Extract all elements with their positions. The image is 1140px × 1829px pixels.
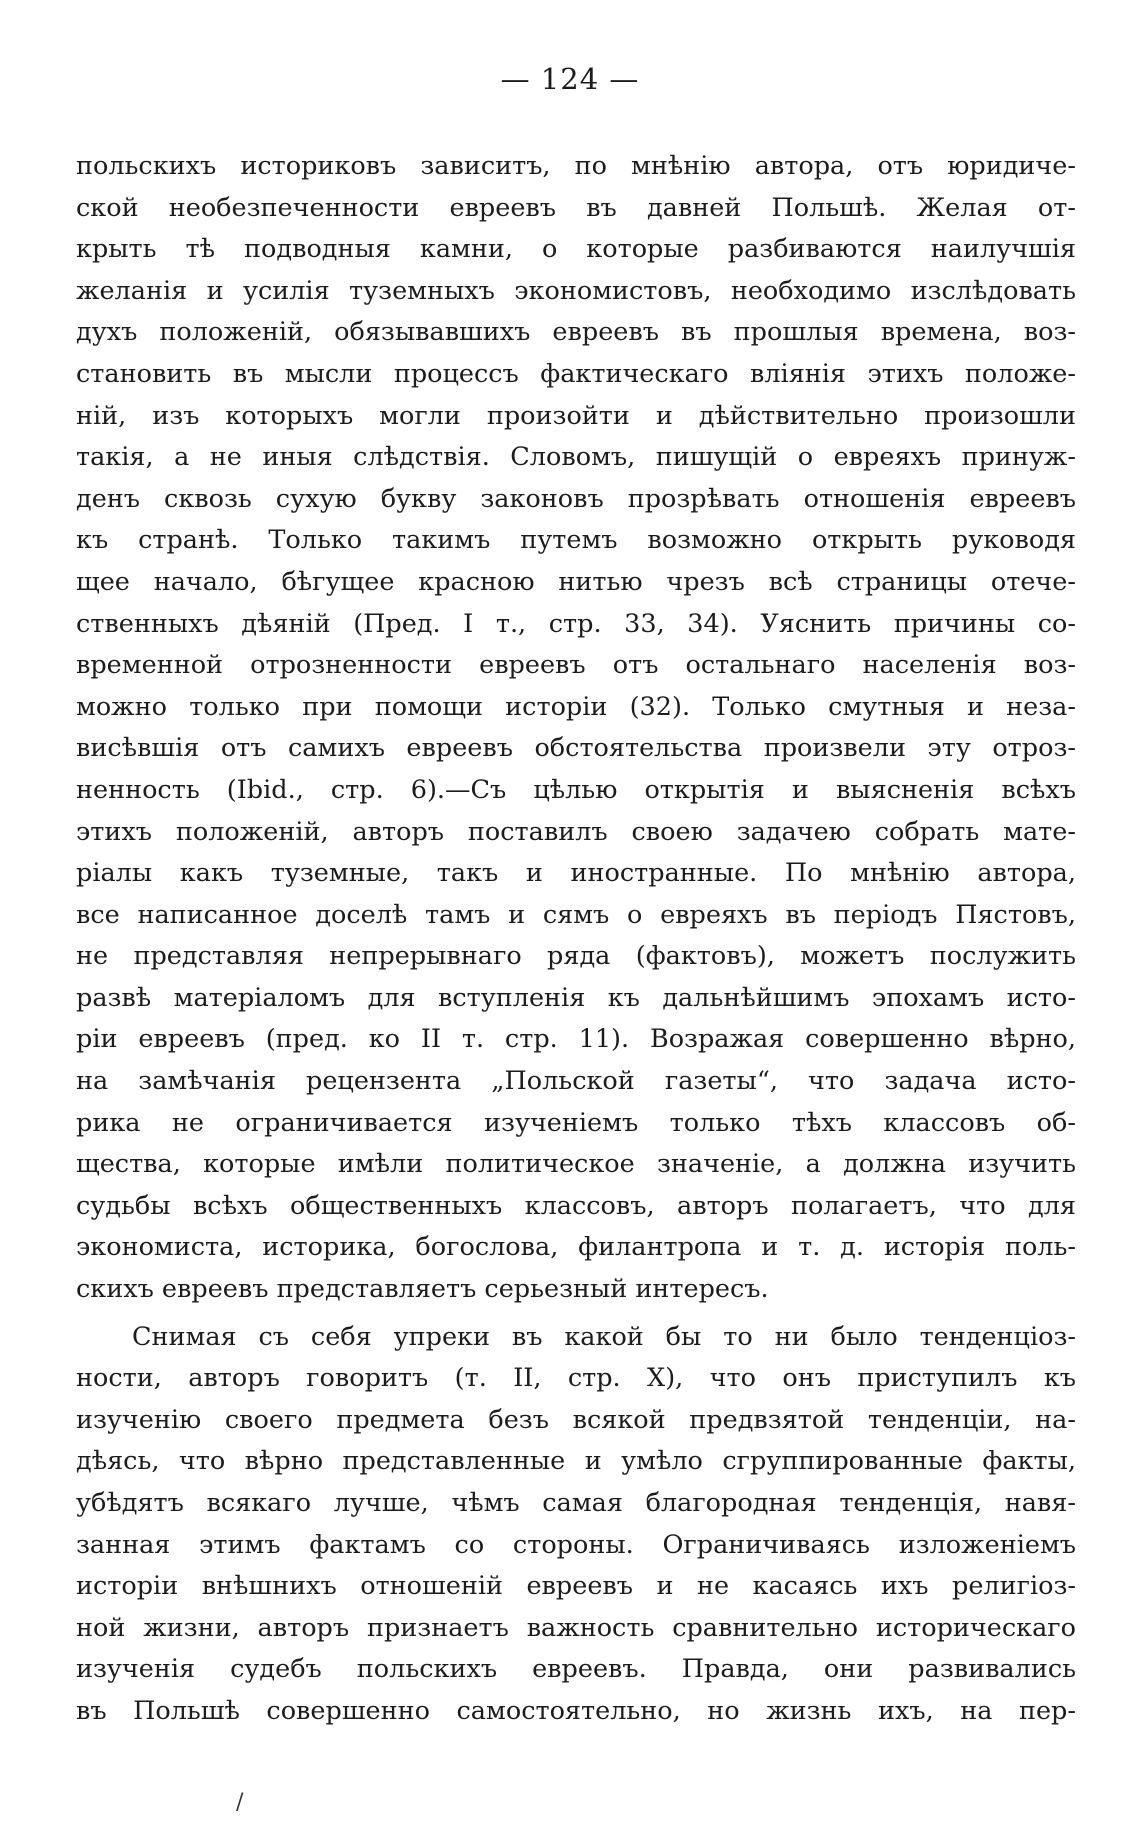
paragraph-1 xyxy=(76,146,1076,1311)
text-line: къ странѣ. Только такимъ путемъ возможно открыть руководя xyxy=(76,525,1076,556)
text-line: изученію своего предмета безъ всякой предвзятой тенденціи, на- xyxy=(76,1404,1076,1435)
text-line: ріи евреевъ (пред. ко II т. стр. 11). Возражая совершенно вѣрно, xyxy=(76,1024,1076,1055)
text-line: все написанное доселѣ тамъ и сямъ о евреяхъ въ періодъ Пястовъ, xyxy=(76,899,1076,930)
page-number: — 124 — xyxy=(500,62,640,96)
stray-pen-mark: / xyxy=(236,1790,244,1815)
text-line: ной жизни, авторъ признаетъ важность сравнительно историческаго xyxy=(76,1612,1076,1643)
text-line: ній, изъ которыхъ могли произойти и дѣйствительно произошли xyxy=(76,400,1076,431)
text-line: судьбы всѣхъ общественныхъ классовъ, авторъ полагаетъ, что для xyxy=(76,1190,1076,1221)
text-line: ности, авторъ говоритъ (т. II, стр. X), что онъ приступилъ къ xyxy=(76,1363,1076,1394)
text-line: польскихъ историковъ зависитъ, по мнѣнію автора, отъ юридиче- xyxy=(76,151,1076,181)
text-line: занная этимъ фактамъ со стороны. Ограничиваясь изложеніемъ xyxy=(76,1529,1076,1560)
text-line: этихъ положеній, авторъ поставилъ своею задачею собрать мате- xyxy=(76,816,1076,847)
text-line: становить въ мысли процессъ фактическаго вліянія этихъ положе- xyxy=(76,358,1076,389)
text-line: въ Польшѣ совершенно самостоятельно, но жизнь ихъ, на пер- xyxy=(76,1695,1076,1726)
text-line: развѣ матеріаломъ для вступленія къ дальнѣйшимъ эпохамъ исто- xyxy=(76,982,1076,1013)
text-line: висѣвшія отъ самихъ евреевъ обстоятельства произвели эту отроз- xyxy=(76,733,1076,764)
text-line: не представляя непрерывнаго ряда (фактовъ), можетъ послужить xyxy=(76,941,1076,972)
text-line: ственныхъ дѣяній (Пред. I т., стр. 33, 34). Уяснить причины со- xyxy=(76,608,1076,639)
text-line: изученія судебъ польскихъ евреевъ. Правда, они развивались xyxy=(76,1654,1076,1685)
text-line: можно только при помощи исторіи (32). Только смутныя и неза- xyxy=(76,691,1076,722)
text-line: щее начало, бѣгущее красною нитью чрезъ всѣ страницы отече- xyxy=(76,566,1076,597)
text-line: рика не ограничивается изученіемъ только тѣхъ классовъ об- xyxy=(76,1107,1076,1138)
text-line: ріалы какъ туземные, такъ и иностранные. По мнѣнію автора, xyxy=(76,858,1076,889)
text-line: такія, а не иныя слѣдствія. Словомъ, пишущій о евреяхъ принуж- xyxy=(76,442,1076,473)
text-line: духъ положеній, обязывавшихъ евреевъ въ прошлыя времена, воз- xyxy=(76,317,1076,348)
text-line: экономиста, историка, богослова, филантропа и т. д. исторія поль- xyxy=(76,1232,1076,1263)
body-text xyxy=(76,146,1076,1733)
text-line: на замѣчанія рецензента „Польской газеты“, что задача исто- xyxy=(76,1066,1076,1097)
text-line: временной отрозненности евреевъ отъ остальнаго населенія воз- xyxy=(76,650,1076,681)
text-line: убѣдятъ всякаго лучше, чѣмъ самая благородная тенденція, навя- xyxy=(76,1488,1076,1518)
text-line: желанія и усилія туземныхъ экономистовъ, необходимо изслѣдовать xyxy=(76,275,1076,306)
text-line: ской необезпеченности евреевъ въ давней Польшѣ. Желая от- xyxy=(76,192,1076,223)
text-line: денъ сквозь сухую букву законовъ прозрѣвать отношенія евреевъ xyxy=(76,483,1076,514)
text-line: ненность (Ibid., стр. 6).—Съ цѣлью открытія и выясненія всѣхъ xyxy=(76,774,1076,805)
text-line: скихъ евреевъ представляетъ серьезный интересъ. xyxy=(76,1274,769,1305)
text-line: Снимая съ себя упреки въ какой бы то ни было тенденціоз- xyxy=(132,1321,1076,1352)
text-line: крыть тѣ подводныя камни, о которые разбиваются наилучшія xyxy=(76,234,1076,265)
text-line: дѣясь, что вѣрно представленные и умѣло сгруппированные факты, xyxy=(76,1446,1076,1477)
text-line: исторіи внѣшнихъ отношеній евреевъ и не касаясь ихъ религіоз- xyxy=(76,1571,1076,1602)
text-line: щества, которые имѣли политическое значеніе, а должна изучить xyxy=(76,1149,1076,1180)
paragraph-2 xyxy=(76,1317,1076,1733)
